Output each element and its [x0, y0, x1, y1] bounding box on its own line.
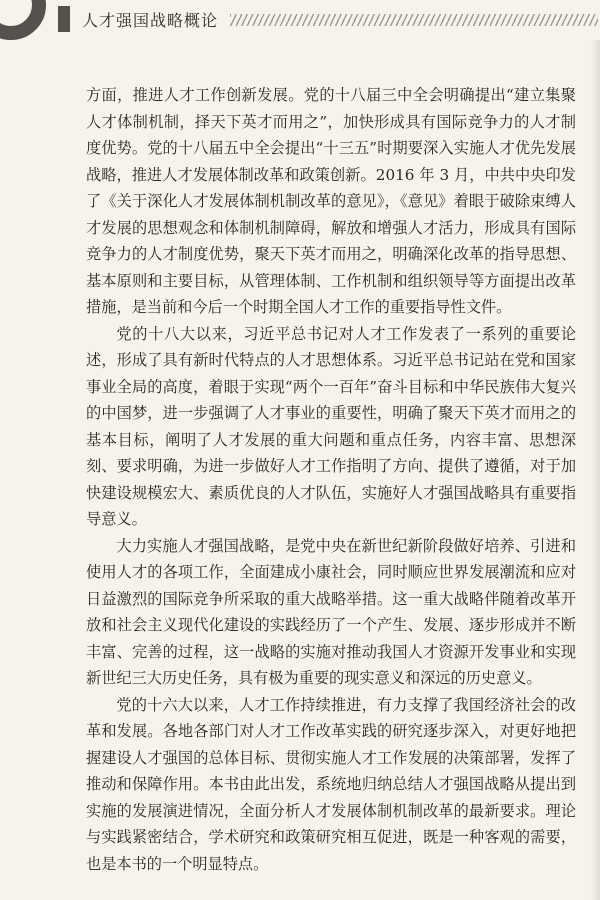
- paragraph-3: 大力实施人才强国战略，是党中央在新世纪新阶段做好培养、引进和使用人才的各项工作，全面建成小康社会，同时顺应世界发展潮流和应对日益激烈的国际竞争所采取的重大战略举措。这一重大战略伴随着改革开放和社会主义现代化建设的实践经历了一个产生、发展、逐步形成并不断丰富、完善的过程，这一战略的实施对推动我国人才资源开发事业和实现新世纪三大历史任务，具有极为重要的现实意义和深远的历史意义。: [86, 536, 576, 687]
- body-text: [86, 82, 576, 877]
- header-tab-ornament: [58, 6, 70, 32]
- header-ring-ornament: [0, 0, 46, 40]
- paragraph-1: 方面，推进人才工作创新发展。党的十八届三中全会明确提出“建立集聚人才体制机制，择天下英才而用之”，加快形成具有国际竞争力的人才制度优势。党的十八届五中全会提出“十三五”时期要深入实施人才优先发展战略，推进人才发展体制改革和政策创新。2016 年 3 月，中共中央印发了《关于深化人才发展体制机制改革的意见》，《意见》着眼于破除束缚人才发展的思想观念和体制机制障碍，解放和增强人才活力，形成具有国际竞争力的人才制度优势，聚天下英才而用之，明确深化改革的指导思想、基本原则和主要目标，从管理体制、工作机制和组织领导等方面提出改革措施，是当前和今后一个时期全国人才工作的重要指导性文件。: [86, 86, 576, 316]
- header-hatch-rule: [230, 14, 598, 26]
- paragraph-2: 党的十八大以来，习近平总书记对人才工作发表了一系列的重要论述，形成了具有新时代特点的人才思想体系。习近平总书记站在党和国家事业全局的高度，着眼于实现“两个一百年”奋斗目标和中华民族伟大复兴的中国梦，进一步强调了人才事业的重要性，明确了聚天下英才而用之的基本目标，阐明了人才发展的重大问题和重点任务，内容丰富、思想深刻、要求明确，为进一步做好人才工作指明了方向、提供了遵循，对于加快建设规模宏大、素质优良的人才队伍，实施好人才强国战略具有重要指导意义。: [86, 324, 576, 528]
- paragraph-4: 党的十六大以来，人才工作持续推进，有力支撑了我国经济社会的改革和发展。各地各部门对人才工作改革实践的研究逐步深入，对更好地把握建设人才强国的总体目标、贯彻实施人才工作发展的决策部署，发挥了推动和保障作用。本书由此出发，系统地归纳总结人才强国战略从提出到实施的发展演进情况，全面分析人才发展体制机制改革的最新要求。理论与实践紧密结合，学术研究和政策研究相互促进，既是一种客观的需要，也是本书的一个明显特点。: [86, 695, 576, 873]
- page-header: [0, 0, 600, 40]
- running-head-title: 人才强国战略概论: [82, 11, 219, 30]
- page-edge-shadow: [590, 40, 600, 900]
